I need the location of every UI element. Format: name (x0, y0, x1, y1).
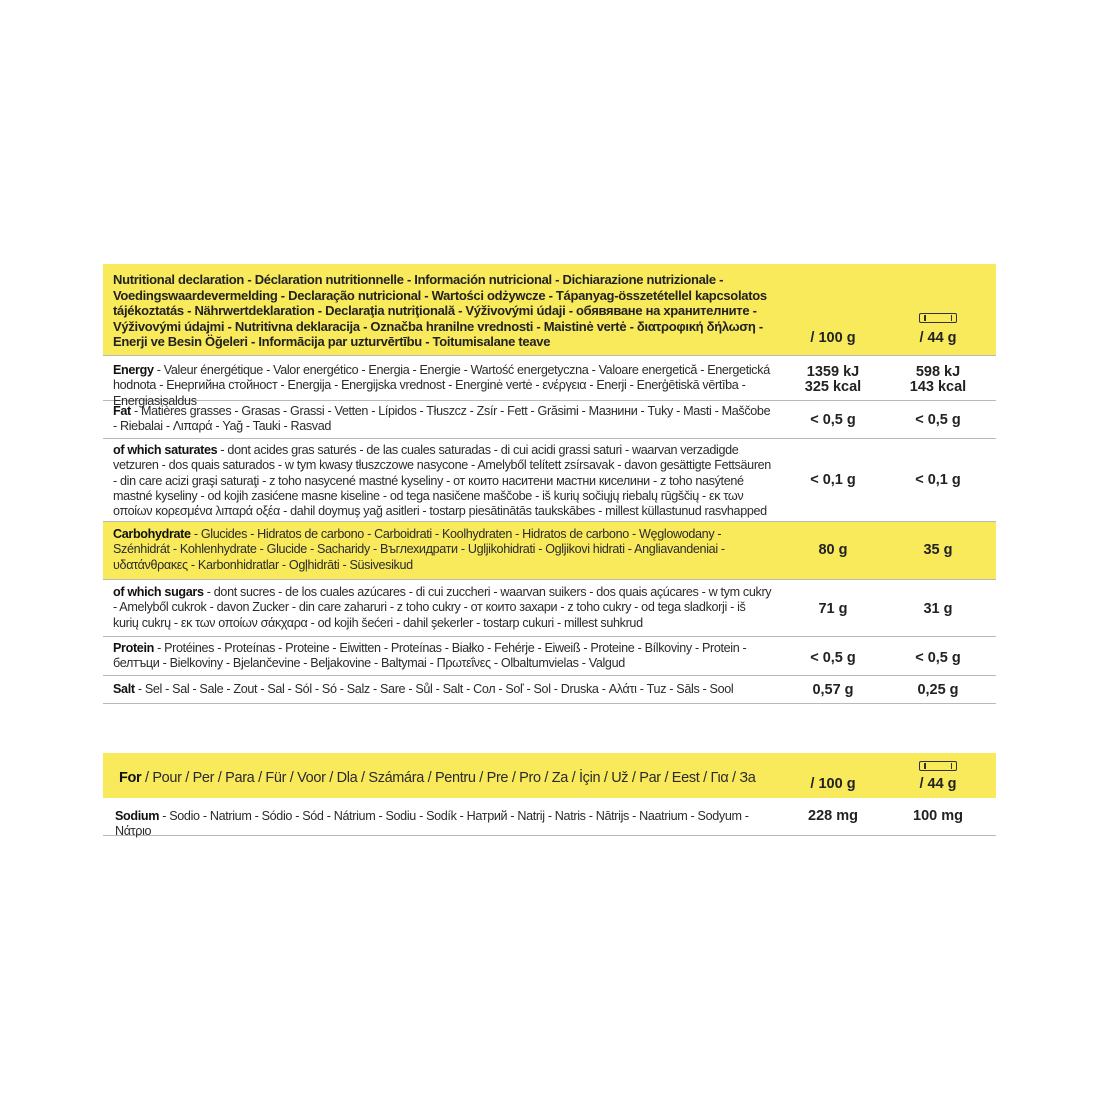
row-sodium-translations: - Sodio - Natrium - Sódio - Sód - Nátrium - Sodiu - Sodík - Натрий - Natrij - Natris - Nātrijs - Naatrium - Sodyum - Νάτριο (115, 809, 749, 839)
row-carbohydrate-translations: - Glucides - Hidratos de carbono - Carboidrati - Koolhydraten - Hidratos de carbono - Węglowodany - Szénhidrát - Kohlenhydrate - Glucide - Sacharidy - Въглехидрати - Ugljikohidrati - Ogljikovi hidrati - Angliavandeniai - υδατάνθρακες - Karbonhidratlar - Ogļhidrāti - Süsivesikud (113, 527, 725, 572)
col-per-100g-header: / 100 g (810, 330, 856, 346)
sodium-per-44g: 100 mg (913, 808, 963, 824)
energy-per-100g-kj: 1359 kJ (806, 364, 860, 380)
row-fat-translations: - Matières grasses - Grasas - Grassi - Vetten - Lípidos - Tłuszcz - Zsír - Fett - Grăsimi - Мазнини - Tuky - Masti - Maščobe - Riebalai - Λιπαρά - Yağ - Tauki - Rasvad (113, 404, 771, 434)
row-protein-translations: - Protéines - Proteínas - Proteine - Eiwitten - Proteínas - Białko - Fehérje - Eiweiß - Proteine - Bílkoviny - Protein - белтъци - Bielkoviny - Bjelančevine - Beljakovine - Baltymai - Πρωτεΐνες - Olbaltumvielas - Valgud (113, 641, 747, 671)
sodium-header-label (119, 770, 779, 786)
row-fat (103, 401, 996, 439)
saturates-per-44g: < 0,1 g (915, 472, 961, 488)
row-sugars (103, 580, 996, 637)
nutrition-table (103, 264, 996, 704)
row-salt (103, 676, 996, 704)
row-protein (103, 637, 996, 676)
row-protein-label (113, 641, 773, 672)
row-saturates-label (113, 443, 773, 519)
salt-per-100g: 0,57 g (812, 682, 854, 698)
row-sugars-label (113, 585, 773, 631)
for-label: For (119, 770, 142, 786)
col-per-44g-header: / 44 g (919, 330, 957, 346)
row-salt-translations: - Sel - Sal - Sale - Zout - Sal - Sól - Só - Salz - Sare - Sůl - Salt - Сол - Soľ - Sol - Druska - Αλάτι - Tuz - Sāls - Sool (134, 682, 734, 696)
bar-icon (890, 310, 986, 328)
row-carbohydrate-label (113, 527, 773, 573)
sodium-col-per-100g: / 100 g (810, 776, 856, 792)
row-saturates (103, 439, 996, 522)
row-saturates-translations: - dont acides gras saturés - de las cuales saturadas - di cui acidi grassi saturi - waarvan verzadigde vetzuren - dos quais saturados - w tym kwasy tłuszczowe nasycone - Amelyből telített zsírsavak - davon gesättigte Fettsäuren - din care acizi graşi saturaţi - z toho nasycené mastné kyseliny - от които наситени мастни киселини - z toho nasýtené mastné kyseliny - od kojih zasićene masne kiseline - od tega nasičene maščobe - iš kurių sočiųjų riebalų rūgščių - εκ των οποίων κορεσμένα λιπαρά οξέα - dahil doymuş yağ asitleri - tostarp piesātinātās taukskābes - millest küllastunud rasvhapped (113, 443, 771, 519)
row-protein-name: Protein (113, 641, 154, 655)
sodium-per-100g: 228 mg (808, 808, 858, 824)
salt-per-44g: 0,25 g (917, 682, 959, 698)
energy-per-44g-kj: 598 kJ (915, 364, 961, 380)
row-energy (103, 356, 996, 408)
carbohydrate-per-100g: 80 g (818, 542, 848, 558)
row-sugars-name: of which sugars (113, 585, 204, 599)
row-sodium (103, 798, 996, 839)
row-sodium-label (115, 809, 775, 840)
sugars-per-100g: 71 g (818, 601, 848, 617)
row-salt-name: Salt (113, 682, 135, 696)
row-energy-name: Energy (113, 363, 154, 377)
sugars-per-44g: 31 g (923, 601, 953, 617)
sodium-col-per-44g: / 44 g (919, 776, 957, 792)
row-energy-translations: - Valeur énergétique - Valor energético - Energia - Energie - Wartość energetyczna - Valoare energetică - Energetická hodnota - Енергийна стойност - Energija - Energijska vrednost - Energinė vertė - ενέργεια - Enerji - Enerģētiskā vērtība - Energiasisaldus (113, 363, 770, 408)
row-sodium-name: Sodium (115, 809, 160, 823)
saturates-per-100g: < 0,1 g (810, 472, 856, 488)
row-fat-name: Fat (113, 404, 131, 418)
energy-per-44g-kcal: 143 kcal (909, 379, 967, 395)
row-fat-label (113, 404, 773, 435)
protein-per-44g: < 0,5 g (915, 650, 961, 666)
energy-per-100g-kcal: 325 kcal (804, 379, 862, 395)
row-carbohydrate-name: Carbohydrate (113, 527, 191, 541)
protein-per-100g: < 0,5 g (810, 650, 856, 666)
row-salt-label (113, 682, 773, 697)
row-carbohydrate (103, 522, 996, 580)
for-translations: / Pour / Per / Para / Für / Voor / Dla / Számára / Pentru / Pre / Pro / Za / İçin / Už / Par / Eest / Για / За (141, 770, 756, 786)
row-sugars-translations: - dont sucres - de los cuales azúcares - di cui zuccheri - waarvan suikers - dos quais açúcares - w tym cukry - Amelyből cukrok - davon Zucker - din care zaharuri - z toho cukry - от които захари - z toho cukry - od tega sladkorji - iš kurių cukrų - εκ των οποίων σάκχαρα - od kojih šećeri - dahil şekerler - tostarp cukuri - millest suhkrud (113, 585, 772, 630)
fat-per-100g: < 0,5 g (810, 412, 856, 428)
bar-icon (890, 758, 986, 776)
sodium-table (103, 753, 996, 839)
sodium-header-row (103, 753, 996, 798)
fat-per-44g: < 0,5 g (915, 412, 961, 428)
carbohydrate-per-44g: 35 g (923, 542, 953, 558)
nutrition-header-title: Nutritional declaration - Déclaration nutritionnelle - Información nutricional - Dichiarazione nutrizionale - Voedingswaardevermelding - Declaração nutricional - Wartości odżywcze - Tápanyag-összetétellel kapcsolatos tájékoztatás - Nährwertdeklaration - Declaraţia nutriţională - Výživovými údaji - обявяване на хранителните - Výživovými údajmi - Nutritivna deklaracija - Označba hranilne vrednosti - Maistinė vertė - διατροφική δήλωση - Enerji ve Besin Öğeleri - Informācija par uzturvērtību - Toitumisalane teave (113, 272, 767, 349)
nutrition-header-row (103, 264, 996, 356)
row-saturates-name: of which saturates (113, 443, 218, 457)
